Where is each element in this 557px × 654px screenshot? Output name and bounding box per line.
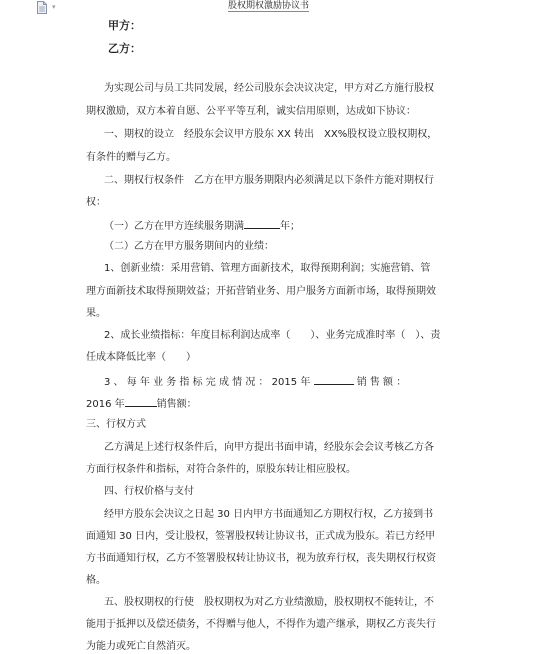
paragraph-line: 方书面通知行权，乙方不签署股权转让协议书，视为放弃行权，丧失期权行权资 [86, 553, 436, 564]
sales-text: 销售额： [156, 399, 197, 410]
paragraph-line: 1、创新业绩：采用营销、管理方面新技术，取得预期利润；实施营销、管 [104, 263, 431, 274]
sales-text: 销 售 额 ： [356, 377, 407, 388]
paragraph-line: 乙方满足上述行权条件后，向甲方提出书面申请，经股东会会议考核乙方各 [104, 442, 434, 453]
paragraph-line: 面通知 30 日内，受让股权，签署股权转让协议书，正式成为股东。若已方经甲 [86, 531, 436, 542]
paragraph-line: 五、股权期权的行使 股权期权为对乙方业绩激励，股权期权不能转让，不 [104, 597, 434, 608]
paragraph-line: 经甲方股东会决议之日起 30 日内甲方书面通知乙方期权行权，乙方接到书 [104, 509, 434, 520]
condition-text: （一）乙方在甲方连续服务期满 [104, 221, 244, 232]
paragraph-line: 为能力或死亡自然消灭。 [86, 641, 196, 652]
paragraph-line: 二、期权行权条件 乙方在甲方服务期限内必须满足以下条件方能对期权行 [104, 175, 434, 186]
document-icon[interactable] [37, 1, 47, 14]
paragraph-line: 理方面新技术取得预期效益；开拓营销业务、用户服务方面新市场，取得预期效 [86, 286, 436, 297]
paragraph-line: 权： [86, 197, 106, 208]
service-years-blank[interactable] [244, 218, 280, 229]
paragraph-line: 格。 [86, 575, 106, 586]
paragraph-line: 方面行权条件和指标，对符合条件的，原股东转让相应股权。 [86, 464, 356, 475]
paragraph-line: 为实现公司与员工共同发展，经公司股东会决议决定，甲方对乙方施行股权 [104, 83, 434, 94]
paragraph-line: 果。 [86, 308, 106, 319]
chevron-down-icon[interactable]: ▾ [52, 3, 56, 11]
paragraph-line: 能用于抵押以及偿还债务，不得赠与他人，不得作为遗产继承，期权乙方丧失行 [86, 619, 436, 630]
sales-2016-blank[interactable] [125, 396, 157, 407]
sales-text: 3 、 每 年 业 务 指 标 完 成 情 况 ： 2015 年 [104, 377, 311, 388]
document-title: 股权期权激励协议书 [228, 1, 310, 11]
party-a-label: 甲方： [108, 19, 141, 32]
document-title-tab[interactable] [228, 1, 309, 12]
sales-2016-line [86, 396, 197, 412]
sales-2015-line [104, 374, 406, 390]
sales-2015-blank[interactable] [314, 374, 354, 385]
condition-service-term [104, 218, 300, 234]
paragraph-line: 2、成长业绩指标：年度目标利润达成率（ ）、业务完成准时率（ ）、责 [104, 330, 441, 341]
paragraph-line: 有条件的赠与乙方。 [86, 152, 176, 163]
sales-text: 2016 年 [86, 399, 125, 410]
paragraph-line: （二）乙方在甲方服务期间内的业绩： [104, 241, 274, 252]
paragraph-line: 期权激励，双方本着自愿、公平平等互利，诚实信用原则，达成如下协议： [86, 106, 416, 117]
condition-text: 年； [280, 221, 300, 232]
paragraph-line: 任成本降低比率（ ） [86, 352, 196, 363]
section-heading: 四、行权价格与支付 [104, 486, 194, 497]
party-b-label: 乙方： [108, 42, 141, 55]
title-bar [0, 0, 557, 16]
section-heading: 三、行权方式 [86, 419, 146, 430]
paragraph-line: 一、期权的设立 经股东会议甲方股东 XX 转出 XX%股权设立股权期权， [104, 129, 438, 140]
